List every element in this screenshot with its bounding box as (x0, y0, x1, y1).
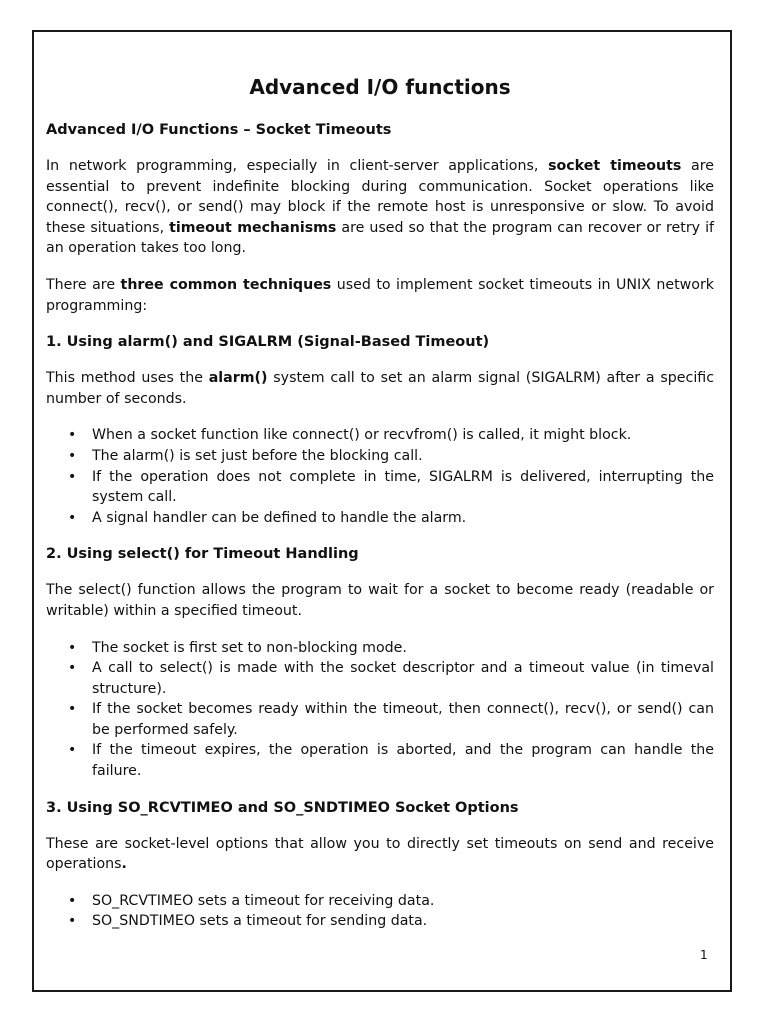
list-item: • If the operation does not complete in time, SIGALRM is delivered, interrupting the system call. (92, 467, 714, 508)
section-1-list (46, 425, 714, 528)
list-item: • SO_RCVTIMEO sets a timeout for receiving data. (92, 891, 714, 912)
section-heading: Advanced I/O Functions – Socket Timeouts (46, 122, 392, 138)
list-item: • A signal handler can be defined to handle the alarm. (92, 508, 714, 529)
section-2-paragraph: The select() function allows the program to wait for a socket to become ready (readable or writable) within a specified timeout. (46, 582, 714, 619)
page-number: 1 (700, 948, 708, 962)
document-body (46, 72, 714, 948)
section-3-heading: 3. Using SO_RCVTIMEO and SO_SNDTIMEO Socket Options (46, 799, 519, 816)
section-3-paragraph: These are socket-level options that allow you to directly set timeouts on send and receive operations. (46, 835, 714, 873)
techniques-paragraph: There are three common techniques used to implement socket timeouts in UNIX network programming: (46, 276, 714, 314)
section-2-heading: 2. Using select() for Timeout Handling (46, 546, 359, 563)
list-item: • The alarm() is set just before the blocking call. (92, 446, 714, 467)
page-title: Advanced I/O functions (249, 75, 511, 99)
list-item: • If the timeout expires, the operation is aborted, and the program can handle the failure. (92, 740, 714, 781)
list-item: • If the socket becomes ready within the timeout, then connect(), recv(), or send() can be performed safely. (92, 699, 714, 740)
list-item: • SO_SNDTIMEO sets a timeout for sending data. (92, 911, 714, 932)
section-2-list (46, 638, 714, 782)
list-item: • When a socket function like connect() or recvfrom() is called, it might block. (92, 425, 714, 446)
list-item: • A call to select() is made with the socket descriptor and a timeout value (in timeval structure). (92, 658, 714, 699)
list-item: • The socket is first set to non-blocking mode. (92, 638, 714, 659)
section-3-list (46, 891, 714, 932)
section-1-paragraph: This method uses the alarm() system call to set an alarm signal (SIGALRM) after a specific number of seconds. (46, 370, 714, 407)
intro-paragraph: In network programming, especially in client-server applications, socket timeouts are essential to prevent indefinite blocking during communication. Socket operations like connect(), recv(), or send() may block if the remote host is unresponsive or slow. To avoid these situations, timeout mechanisms are used so that the program can recover or retry if an operation takes too long. (46, 158, 715, 257)
section-1-heading: 1. Using alarm() and SIGALRM (Signal-Based Timeout) (46, 334, 490, 351)
